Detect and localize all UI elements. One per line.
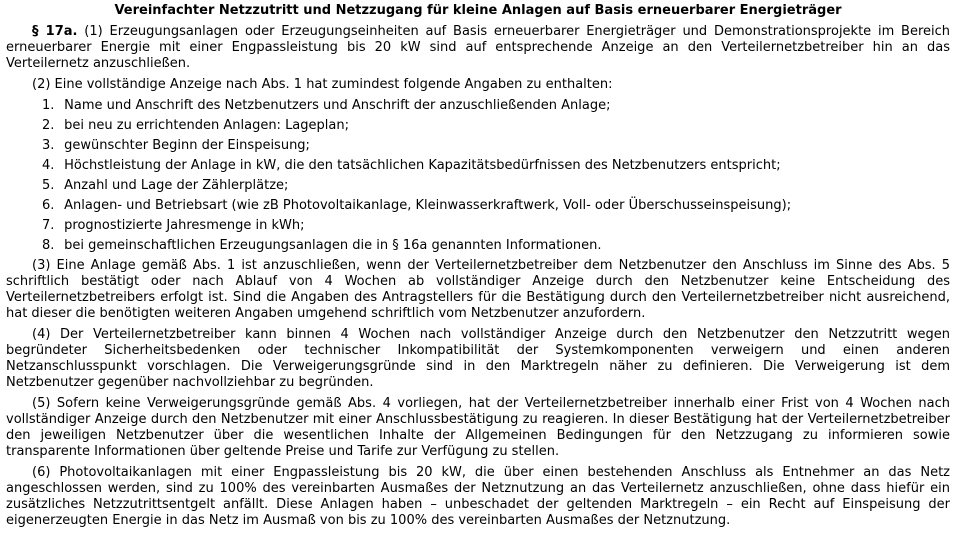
list-item [42, 218, 950, 234]
list-item [42, 118, 950, 134]
list-item [42, 98, 950, 114]
list-item [42, 198, 950, 214]
list-item-number: 6. [42, 198, 55, 213]
list-item-number: 5. [42, 178, 55, 193]
list-item-number: 1. [42, 98, 55, 113]
list-item-text: Name und Anschrift des Netzbenutzers und Anschrift der anzuschließenden Anlage; [64, 98, 611, 113]
list-item [42, 158, 950, 174]
list-item-text: Höchstleistung der Anlage in kW, die den tatsächlichen Kapazitätsbedürfnissen des Netzbenutzers entspricht; [64, 158, 781, 173]
list-item-text: Anzahl und Lage der Zählerplätze; [64, 178, 289, 193]
list-item-text: bei gemeinschaftlichen Erzeugungsanlagen die in § 16a genannten Informationen. [64, 238, 602, 253]
list-item-text: prognostizierte Jahresmenge in kWh; [64, 218, 305, 233]
list-item-number: 4. [42, 158, 55, 173]
list-item-number: 8. [42, 238, 55, 253]
paragraph-2: (2) Eine vollständige Anzeige nach Abs. 1 hat zumindest folgende Angaben zu enthalten: [32, 77, 613, 92]
list-item-number: 2. [42, 118, 55, 133]
paragraph-4: (4) Der Verteilernetzbetreiber kann binnen 4 Wochen nach vollständiger Anzeige durch den Netzbenutzer den Netzzutritt wegen begründeter Sicherheitsbedenken oder technischer Inkompatibilität der Systemkomponenten verweigern und einen anderen Netzanschlusspunkt vorschlagen. Die Verweigerungsgründe sind in den Marktregeln näher zu definieren. Die Verweigerung ist dem Netzbenutzer gegenüber nachvollziehbar zu begründen. [6, 327, 950, 390]
section-title: Vereinfachter Netzzutritt und Netzzugang für kleine Anlagen auf Basis erneuerbarer Energieträger [114, 3, 842, 18]
paragraph-5: (5) Sofern keine Verweigerungsgründe gemäß Abs. 4 vorliegen, hat der Verteilernetzbetreiber innerhalb einer Frist von 4 Wochen nach vollständiger Anzeige durch den Netzbenutzer mit einer Anschlussbestätigung zu reagieren. In dieser Bestätigung hat der Verteilernetzbetreiber den jeweiligen Netzbenutzer über die wesentlichen Inhalte der Allgemeinen Bedingungen für den Netzzugang zu informieren sowie transparente Informationen über geltende Preise und Tarife zur Verfügung zu stellen. [6, 396, 950, 459]
list-item-text: gewünschter Beginn der Einspeisung; [64, 138, 310, 153]
list-item-number: 7. [42, 218, 55, 233]
section-number: § 17a. [32, 24, 78, 39]
list-item [42, 138, 950, 154]
list-item [42, 238, 950, 254]
list-item-text: bei neu zu errichtenden Anlagen: Lageplan; [64, 118, 349, 133]
paragraph-1 [6, 24, 950, 72]
requirements-list [6, 98, 950, 254]
list-item [42, 178, 950, 194]
list-item-text: Anlagen- und Betriebsart (wie zB Photovoltaikanlage, Kleinwasserkraftwerk, Voll- oder Überschusseinspeisung); [64, 198, 792, 213]
list-item-number: 3. [42, 138, 55, 153]
paragraph-1-text: (1) Erzeugungsanlagen oder Erzeugungseinheiten auf Basis erneuerbarer Energieträger und Demonstrationsprojekte im Bereich erneuerbarer Energie mit einer Engpassleistung bis 20 kW sind auf entsprechende Anzeige an den Verteilernetzbetreiber hin an das Verteilernetz anzuschließen. [6, 24, 951, 71]
paragraph-3: (3) Eine Anlage gemäß Abs. 1 ist anzuschließen, wenn der Verteilernetzbetreiber dem Netzbenutzer den Anschluss im Sinne des Abs. 5 schriftlich bestätigt oder nach Ablauf von 4 Wochen ab vollständiger Anzeige durch den Netzbenutzer keine Entscheidung des Verteilernetzbetreibers erfolgt ist. Sind die Angaben des Antragstellers für die Bestätigung durch den Verteilernetzbetreiber nicht ausreichend, hat dieser die benötigten weiteren Angaben umgehend schriftlich vom Netzbenutzer anzufordern. [6, 258, 950, 321]
paragraph-6: (6) Photovoltaikanlagen mit einer Engpassleistung bis 20 kW, die über einen bestehenden Anschluss als Entnehmer an das Netz angeschlossen werden, sind zu 100% des vereinbarten Ausmaßes der Netznutzung an das Verteilernetz anzuschließen, ohne dass hiefür ein zusätzliches Netzzutrittsentgelt anfällt. Diese Anlagen haben – unbeschadet der geltenden Marktregeln – ein Recht auf Einspeisung der eigenerzeugten Energie in das Netz im Ausmaß von bis zu 100% des vereinbarten Ausmaßes der Netznutzung. [6, 465, 950, 528]
